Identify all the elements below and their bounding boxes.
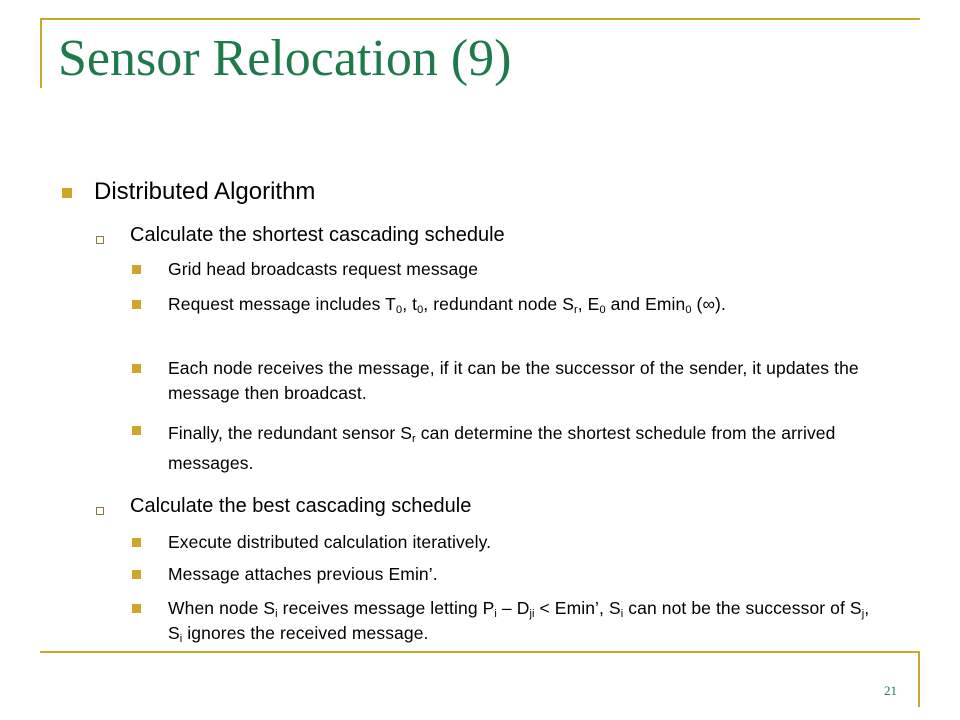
- section1-item4: Finally, the redundant sensor $S_r$ can determine the shortest schedule from the arrived messages.: [168, 423, 836, 473]
- square-bullet-icon: [132, 570, 141, 579]
- frame-right-line: [918, 651, 920, 707]
- section1-item2: Request message includes $T_0$, $t_0$, redundant node $S_r$, $E_0$ and Emin$_0$ (∞).: [168, 294, 726, 316]
- frame-top-line: [40, 18, 920, 20]
- section2-item1: Execute distributed calculation iteratively.: [168, 532, 492, 552]
- square-bullet-icon: [132, 364, 141, 373]
- frame-left-line: [40, 18, 42, 88]
- hollow-square-bullet-icon: [96, 236, 104, 244]
- section2-item2: Message attaches previous Emin’.: [168, 564, 438, 584]
- hollow-square-bullet-icon: [96, 507, 104, 515]
- slide-title: Sensor Relocation (9): [58, 30, 512, 87]
- frame-bottom-line: [40, 651, 920, 653]
- section2-item3: When node $S_i$ receives message letting $P_i - D_{ji} < Emin$’, $S_i$ can not be the successor of $S_j$, $S_i$ ignores the received message.: [168, 598, 870, 645]
- level1-heading: Distributed Algorithm: [94, 178, 316, 205]
- page-number: 21: [884, 683, 897, 698]
- section1-item1: Grid head broadcasts request message: [168, 259, 479, 279]
- square-bullet-icon: [132, 265, 141, 274]
- square-bullet-icon: [132, 538, 141, 547]
- square-bullet-icon: [62, 188, 72, 198]
- section1-heading: Calculate the shortest cascading schedule: [130, 224, 505, 246]
- section2-heading: Calculate the best cascading schedule: [130, 495, 472, 517]
- square-bullet-icon: [132, 604, 141, 613]
- square-bullet-icon: [132, 426, 141, 435]
- section1-item3: Each node receives the message, if it can be the successor of the sender, it updates the message then broadcast.: [168, 358, 859, 403]
- square-bullet-icon: [132, 300, 141, 309]
